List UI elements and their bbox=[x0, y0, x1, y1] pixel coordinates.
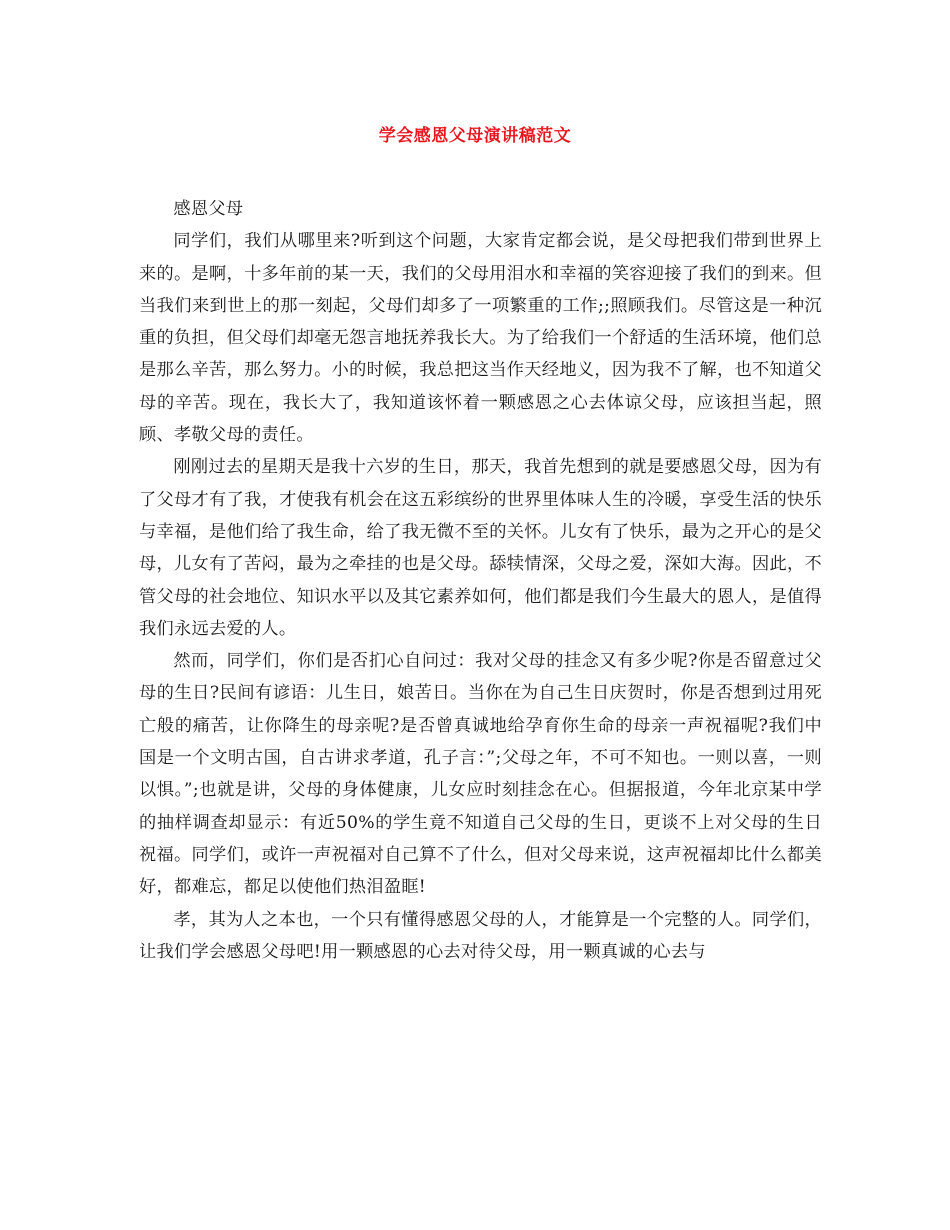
paragraph: 然而，同学们，你们是否扪心自问过：我对父母的挂念又有多少呢?你是否留意过父母的生日?民间有谚语：儿生日，娘苦日。当你在为自己生日庆贺时，你是否想到过用死亡般的痛苦，让你降生的母亲呢?是否曾真诚地给孕育你生命的母亲一声祝福呢?我们中国是一个文明古国，自古讲求孝道，孔子言：”;父母之年，不可不知也。一则以喜，一则以惧。”;也就是讲，父母的身体健康，儿女应时刻挂念在心。但据报道，今年北京某中学的抽样调查却显示：有近50%的学生竟不知道自己父母的生日，更谈不上对父母的生日祝福。同学们，或许一声祝福对自己算不了什么，但对父母来说，这声祝福却比什么都美好，都难忘，都足以使他们热泪盈眶! bbox=[139, 651, 822, 898]
paragraph: 孝，其为人之本也，一个只有懂得感恩父母的人，才能算是一个完整的人。同学们，让我们学会感恩父母吧!用一颗感恩的心去对待父母，用一颗真诚的心去与 bbox=[139, 909, 822, 962]
paragraph: 同学们，我们从哪里来?听到这个问题，大家肯定都会说，是父母把我们带到世界上来的。是啊，十多年前的某一天，我们的父母用泪水和幸福的笑容迎接了我们的到来。但当我们来到世上的那一刻起，父母们却多了一项繁重的工作;;照顾我们。尽管这是一种沉重的负担，但父母们却毫无怨言地抚养我长大。为了给我们一个舒适的生活环境，他们总是那么辛苦，那么努力。小的时候，我总把这当作天经地义，因为我不了解，也不知道父母的辛苦。现在，我长大了，我知道该怀着一颗感恩之心去体谅父母，应该担当起，照顾、孝敬父母的责任。 bbox=[139, 231, 822, 446]
paragraph: 刚刚过去的星期天是我十六岁的生日，那天，我首先想到的就是要感恩父母，因为有了父母才有了我，才使我有机会在这五彩缤纷的世界里体味人生的冷暖，享受生活的快乐与幸福，是他们给了我生命，给了我无微不至的关怀。儿女有了快乐，最为之开心的是父母，儿女有了苦闷，最为之牵挂的也是父母。舔犊情深，父母之爱，深如大海。因此，不管父母的社会地位、知识水平以及其它素养如何，他们都是我们今生最大的恩人，是值得我们永远去爱的人。 bbox=[139, 457, 822, 639]
document-body bbox=[139, 193, 822, 968]
document-title: 学会感恩父母演讲稿范文 bbox=[378, 126, 572, 146]
paragraph-heading: 感恩父母 bbox=[173, 199, 244, 219]
